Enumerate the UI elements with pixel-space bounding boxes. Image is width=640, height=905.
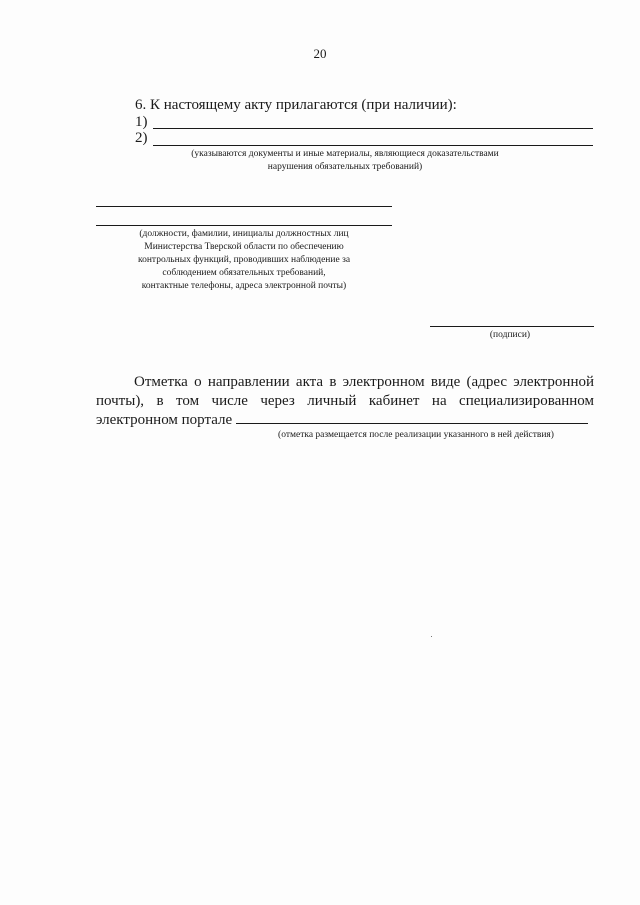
attachments-caption — [160, 148, 530, 174]
electronic-note-caption: (отметка размещается после реализации указанного в ней действия) — [278, 430, 554, 440]
officials-caption-line: контрольных функций, проводивших наблюдение за — [137, 255, 351, 265]
item-2-number: 2) — [135, 130, 148, 146]
item-1-fill-line — [153, 128, 593, 129]
electronic-note-line: почты), в том числе через личный кабинет на специализированном — [96, 393, 594, 409]
portal-fill-line — [236, 411, 588, 424]
attachments-caption-line: (указываются документы и иные материалы, являющиеся доказательствами — [191, 149, 499, 159]
signatures-caption: (подписи) — [489, 330, 531, 340]
officials-caption-line: Министерства Тверской области по обеспечению — [144, 242, 344, 252]
item-2-fill-line — [153, 145, 593, 146]
electronic-note-paragraph — [96, 373, 594, 430]
officials-caption — [96, 228, 392, 293]
officials-caption-line: соблюдением обязательных требований, — [162, 268, 326, 278]
attachments-caption-line: нарушения обязательных требований) — [267, 162, 423, 172]
signatures-fill-line — [430, 326, 594, 327]
officials-caption-line: (должности, фамилии, инициалы должностных лиц — [139, 229, 349, 239]
section-heading: 6. К настоящему акту прилагаются (при наличии): — [135, 97, 457, 113]
officials-fill-line-2 — [96, 225, 392, 226]
electronic-note-line: электронном портале — [96, 412, 233, 428]
item-1-number: 1) — [135, 114, 148, 130]
scan-speck — [431, 636, 432, 637]
page-number: 20 — [313, 46, 327, 61]
officials-fill-line-1 — [96, 206, 392, 207]
electronic-note-line: Отметка о направлении акта в электронном виде (адрес электронной — [134, 374, 594, 390]
electronic-note-last-line — [96, 411, 594, 430]
officials-caption-line: контактные телефоны, адреса электронной почты) — [141, 281, 347, 291]
